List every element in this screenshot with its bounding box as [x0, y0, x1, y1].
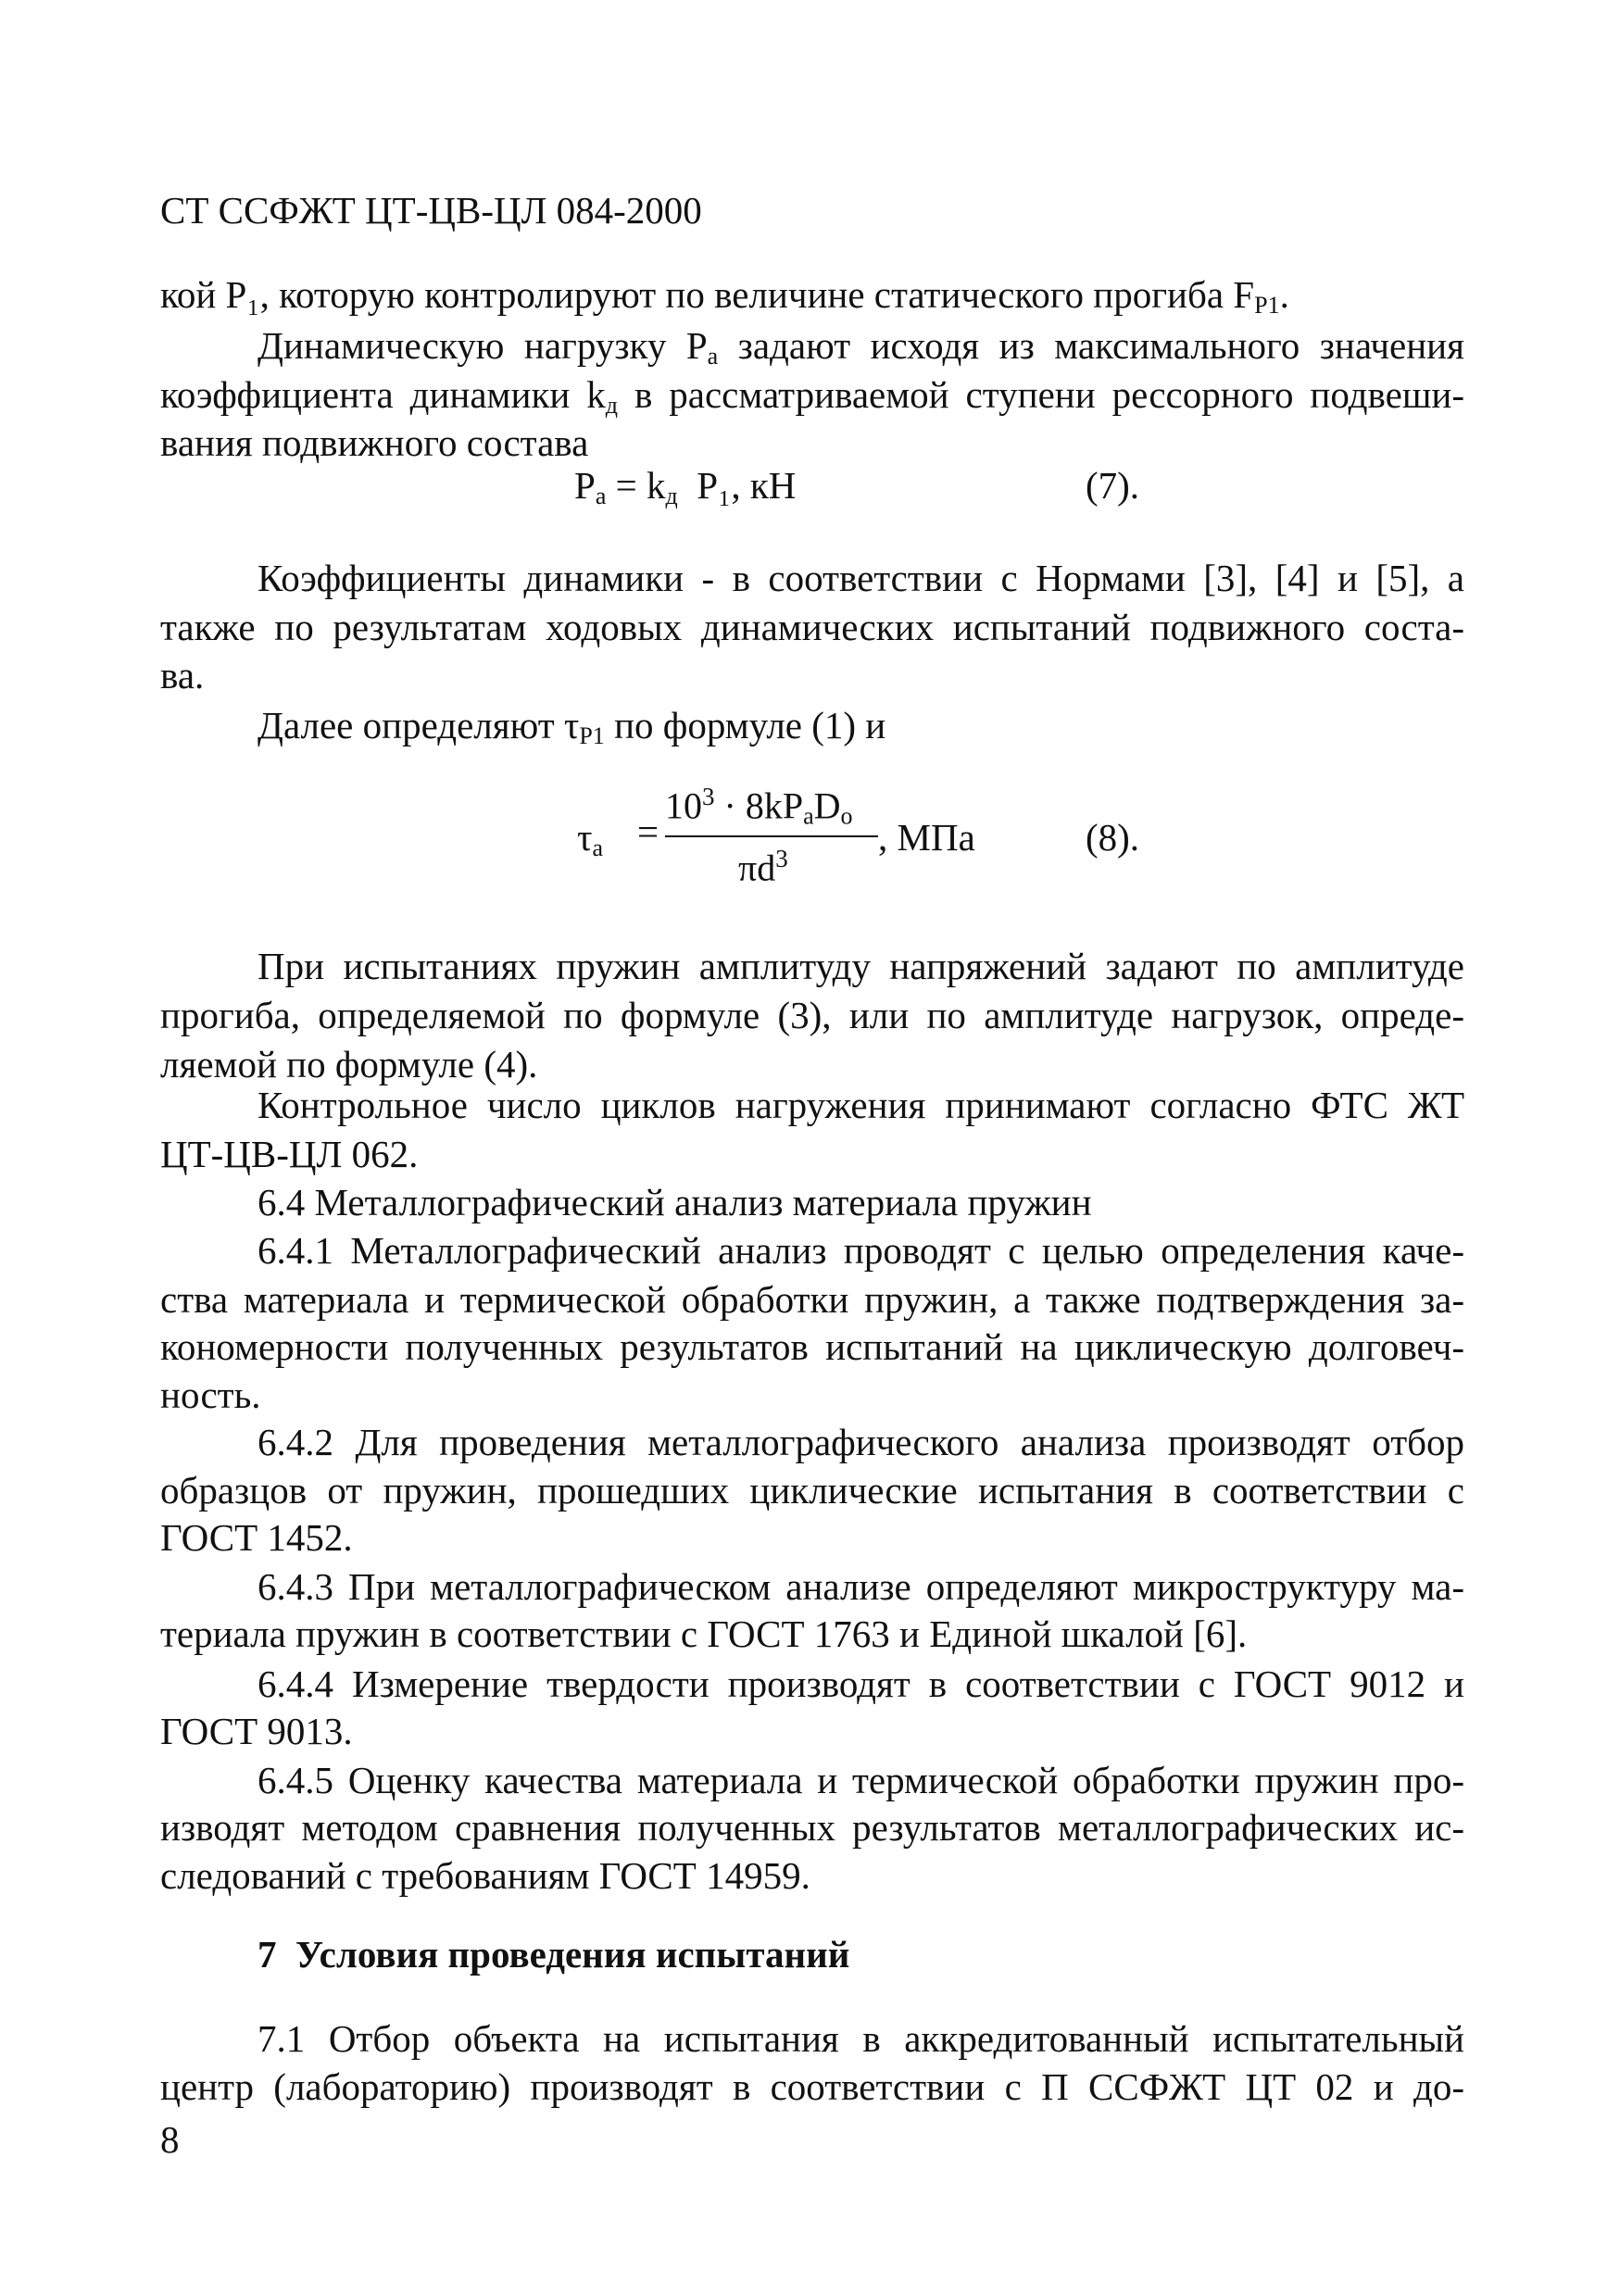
formula-8-denominator: $\pi d^3$: [738, 845, 788, 889]
paragraph-line: ГОСТ 1452.: [160, 1516, 353, 1559]
paragraph-line: изводят методом сравнения полученных результатов металлографических ис-: [160, 1806, 1464, 1849]
document-code-header: СТ ССФЖТ ЦТ-ЦВ-ЦЛ 084-2000: [160, 189, 702, 232]
paragraph-line: 6.4.4 Измерение твердости производят в соответствии с ГОСТ 9012 и: [257, 1662, 1464, 1705]
paragraph-line: кономерности полученных результатов испытаний на циклическую долговеч-: [160, 1325, 1464, 1368]
paragraph-line: 6.4.3 При металлографическом анализе определяют микроструктуру ма-: [257, 1565, 1464, 1608]
paragraph-line: Далее определяют $\tau_{P1}$ по формуле (1) и: [257, 704, 886, 749]
paragraph-line: следований с требованиям ГОСТ 14959.: [160, 1854, 810, 1897]
paragraph-line: вания подвижного состава: [160, 421, 589, 464]
paragraph-line: центр (лабораторию) производят в соответствии с П ССФЖТ ЦТ 02 и до-: [160, 2065, 1464, 2108]
formula-7-number: (7).: [1086, 464, 1140, 507]
paragraph-line: териала пружин в соответствии с ГОСТ 1763 и Единой шкалой [6].: [160, 1612, 1248, 1655]
paragraph-line: Коэффициенты динамики - в соответствии с Нормами [3], [4] и [5], а: [257, 557, 1464, 599]
paragraph-line: ЦТ-ЦВ-ЦЛ 062.: [160, 1133, 419, 1175]
paragraph-line: 7.1 Отбор объекта на испытания в аккредитованный испытательный: [257, 2017, 1464, 2060]
formula-8-numerator: $10^3 \cdot 8kP_aD_o$: [665, 783, 853, 830]
paragraph-line: коэффициента динамики $k_д$ в рассматриваемой ступени рессорного подвеши-: [160, 373, 1465, 419]
formula-7: $P_a = k_д$ P₁, кН: [574, 464, 797, 509]
paragraph-line: ляемой по формуле (4).: [160, 1043, 538, 1085]
paragraph-line: образцов от пружин, прошедших циклические испытания в соответствии с: [160, 1469, 1464, 1512]
paragraph-line: Динамическую нагрузку $P_a$ задают исходя из максимального значения: [257, 324, 1464, 370]
paragraph-line: ства материала и термической обработки пружин, а также подтверждения за-: [160, 1278, 1464, 1321]
paragraph-line: прогиба, определяемой по формуле (3), или по амплитуде нагрузок, опреде-: [160, 994, 1464, 1036]
formula-8-number: (8).: [1086, 816, 1140, 859]
paragraph-line: 6.4.1 Металлографический анализ проводят с целью определения каче-: [257, 1229, 1464, 1272]
paragraph-line: ГОСТ 9013.: [160, 1710, 353, 1752]
paragraph-line: 6.4.5 Оценку качества материала и термической обработки пружин про-: [257, 1759, 1464, 1801]
formula-8-equals: =: [637, 810, 659, 853]
paragraph-line: 6.4.2 Для проведения металлографического анализа производят отбор: [257, 1421, 1464, 1463]
subsection-title: 6.4 Металлографический анализ материала пружин: [257, 1181, 1092, 1223]
paragraph-line: также по результатам ходовых динамических испытаний подвижного соста-: [160, 606, 1464, 648]
formula-8-unit: , МПа: [878, 816, 975, 859]
paragraph-line: кой P₁, которую контролируют по величине статического прогиба $F_{P1}$.: [160, 273, 1289, 319]
paragraph-line: ность.: [160, 1374, 261, 1416]
paragraph-line: Контрольное число циклов нагружения принимают согласно ФТС ЖТ: [257, 1084, 1464, 1126]
paragraph-line: При испытаниях пружин амплитуду напряжений задают по амплитуде: [257, 945, 1464, 987]
formula-8-lhs: $\tau_a$: [577, 816, 604, 861]
paragraph-line: ва.: [160, 654, 205, 696]
section-heading: 7 Условия проведения испытаний: [257, 1933, 850, 1976]
formula-8-fraction-bar: [665, 835, 878, 837]
page-number: 8: [160, 2118, 180, 2161]
